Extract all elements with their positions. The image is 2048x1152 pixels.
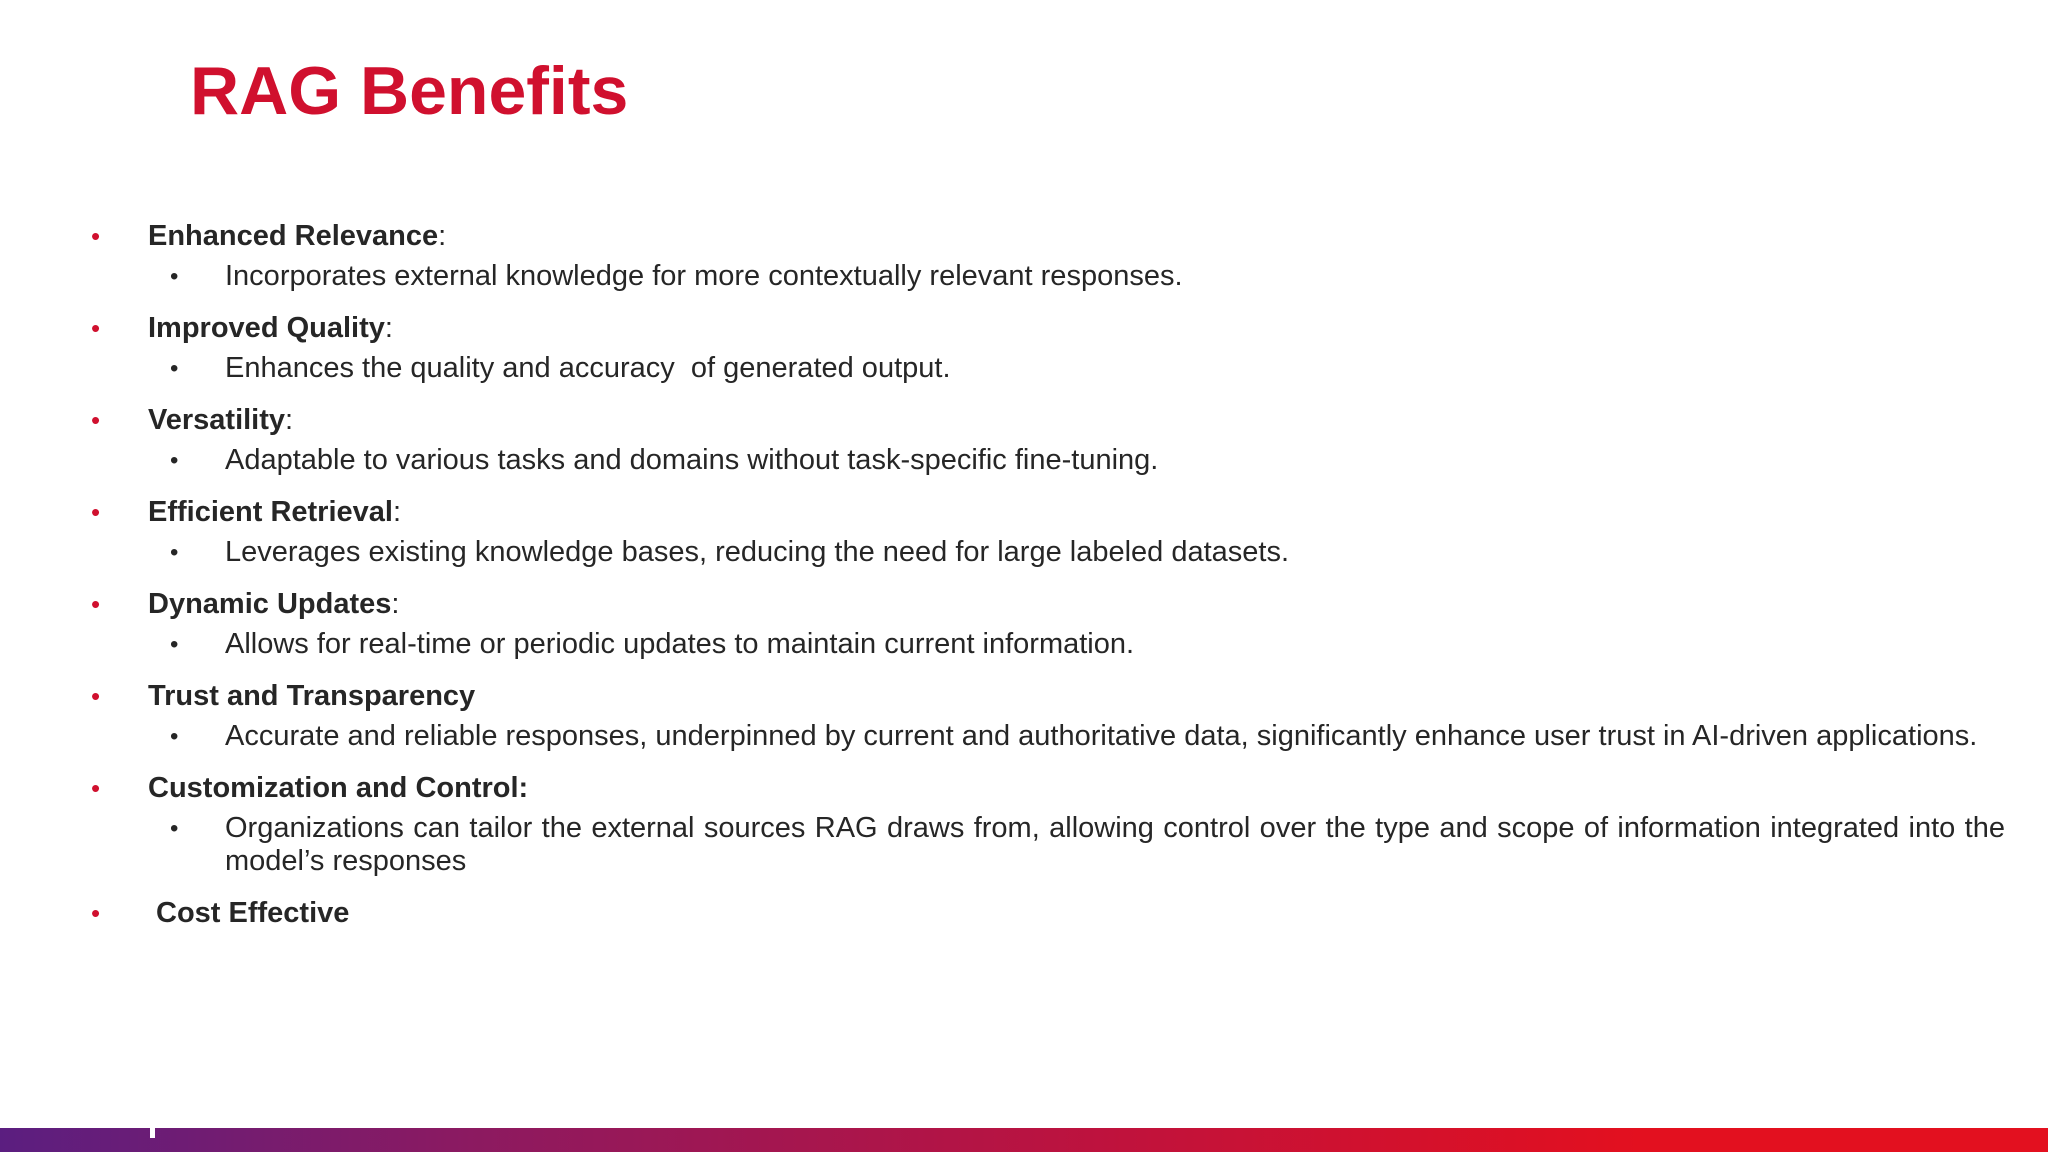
- benefit-heading: [0, 402, 2048, 438]
- bullet-icon: •: [170, 355, 179, 382]
- bullet-icon: •: [170, 631, 179, 658]
- bullet-icon: •: [170, 815, 179, 842]
- benefit-heading: [0, 770, 2048, 806]
- benefit-heading: [0, 494, 2048, 530]
- benefit-heading: [0, 678, 2048, 714]
- slide-title: RAG Benefits: [190, 53, 629, 129]
- benefit-item: [0, 218, 2048, 293]
- bullet-icon: •: [170, 539, 179, 566]
- benefit-term: Customization and Control:: [148, 772, 529, 804]
- red-bullet-icon: •: [91, 497, 101, 527]
- red-bullet-icon: •: [91, 681, 101, 711]
- red-bullet-icon: •: [91, 221, 101, 251]
- benefit-detail-text: Adaptable to various tasks and domains without task-specific fine-tuning.: [225, 444, 1159, 476]
- benefit-detail-text: Leverages existing knowledge bases, reducing the need for large labeled datasets.: [225, 536, 1290, 568]
- footer-tick-mark: [150, 1120, 155, 1138]
- bullet-icon: •: [170, 723, 179, 750]
- benefit-detail: [0, 812, 2048, 878]
- benefit-colon: :: [384, 312, 393, 344]
- bullet-icon: •: [170, 447, 179, 474]
- benefit-heading: [0, 895, 2048, 931]
- red-bullet-icon: •: [91, 898, 101, 928]
- benefit-term: Cost Effective: [156, 897, 350, 929]
- benefit-item: [0, 494, 2048, 569]
- benefit-term: Trust and Transparency: [148, 680, 476, 712]
- benefit-detail-text: Enhances the quality and accuracy of generated output.: [225, 352, 951, 384]
- benefit-term: Dynamic Updates: [148, 588, 392, 620]
- benefit-term: Enhanced Relevance: [148, 220, 439, 252]
- benefit-heading: [0, 218, 2048, 254]
- benefit-detail-text: Incorporates external knowledge for more contextually relevant responses.: [225, 260, 1183, 292]
- red-bullet-icon: •: [91, 405, 101, 435]
- benefit-detail: [0, 536, 2048, 569]
- benefit-colon: :: [285, 404, 294, 436]
- bullet-icon: •: [170, 263, 179, 290]
- benefit-item: [0, 770, 2048, 878]
- benefit-item: [0, 402, 2048, 477]
- red-bullet-icon: •: [91, 589, 101, 619]
- benefit-detail: [0, 260, 2048, 293]
- benefit-colon: :: [392, 496, 402, 528]
- benefit-detail-text: Accurate and reliable responses, underpinned by current and authoritative data, significantly enhance user trust in AI-driven applications.: [225, 720, 1978, 752]
- benefit-colon: :: [438, 220, 447, 252]
- benefit-term: Efficient Retrieval: [148, 496, 393, 528]
- benefit-detail: [0, 352, 2048, 385]
- benefit-detail-text: Organizations can tailor the external sources RAG draws from, allowing control over the type and scope of information integrated into the model’s responses: [225, 812, 2005, 877]
- benefit-term: Versatility: [148, 404, 286, 436]
- benefit-term: Improved Quality: [148, 312, 385, 344]
- benefit-detail: [0, 628, 2048, 661]
- benefit-item: [0, 678, 2048, 753]
- benefit-detail: [0, 720, 2048, 753]
- benefit-item: [0, 586, 2048, 661]
- footer-gradient-bar: [0, 1128, 2048, 1152]
- red-bullet-icon: •: [91, 773, 101, 803]
- benefit-heading: [0, 310, 2048, 346]
- benefit-heading: [0, 586, 2048, 622]
- benefit-detail: [0, 444, 2048, 477]
- red-bullet-icon: •: [91, 313, 101, 343]
- benefit-detail-text: Allows for real-time or periodic updates to maintain current information.: [225, 628, 1135, 660]
- benefit-item: [0, 895, 2048, 931]
- benefits-list: [0, 218, 2048, 931]
- benefit-colon: :: [391, 588, 400, 620]
- benefit-item: [0, 310, 2048, 385]
